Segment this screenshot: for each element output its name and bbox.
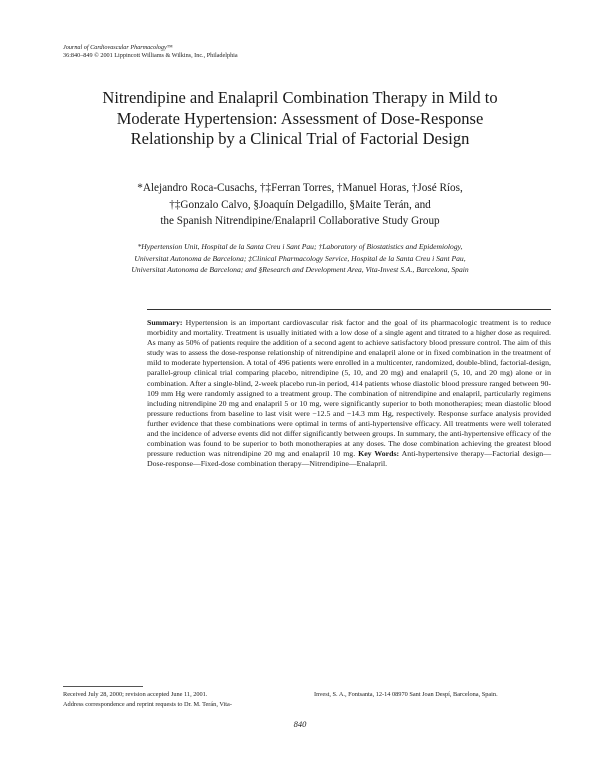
title-line: Relationship by a Clinical Trial of Factorial Design — [130, 129, 470, 148]
abstract-divider — [147, 309, 551, 310]
title-line: Moderate Hypertension: Assessment of Dose-Response — [116, 108, 484, 128]
abstract — [147, 318, 551, 469]
correspondence-address: Address correspondence and reprint requests to Dr. M. Terán, Vita- — [63, 700, 232, 708]
journal-header — [63, 44, 393, 60]
author-list — [40, 180, 560, 230]
abstract-label: Summary: — [147, 318, 183, 327]
page-number: 840 — [293, 719, 307, 729]
abstract-body: Hypertension is an important cardiovascular risk factor and the goal of its pharmacologic treatment is to reduce morbidity and mortality. Treatment is usually initiated with a low dose of a single agent and titrated to a higher dose as required. As many as 50% of patients require the addition of a second agent to achieve satisfactory blood pressure control. The aim of this study was to assess the dose-response relationship of nitrendipine and enalapril alone or in fixed combination in the treatment of mild to moderate hypertension. A total of 496 patients were enrolled in a multicenter, randomized, double-blind, factorial-design, parallel-group clinical trial comparing placebo, nitrendipine (5, 10, and 20 mg) and enalapril (5, 10, and 20 mg) alone or in combination. After a single-blind, 2-week placebo run-in period, 414 patients whose diastolic blood pressure ranged between 90-109 mm Hg were randomly assigned to a treatment group. The combination of nitrendipine and enalapril, particularly regimens including nitrendipine 20 mg and enalapril 5 or 10 mg, were significantly superior to both monotherapies; mean diastolic blood pressure reductions from baseline to last visit were −12.5 and −14.3 mm Hg, respectively. Response surface analysis provided further evidence that these combinations were optimal in terms of anti-hypertensive efficacy. All treatments were well tolerated and the incidence of adverse events did not differ significantly between groups. In summary, the anti-hypertensive efficacy of the combination was found to be superior to both monotherapies at any doses. The dose combination achieving the greatest blood pressure reduction was nitrendipine 20 mg and enalapril 10 mg. — [147, 318, 551, 459]
affiliation-line: Universitat Autonoma de Barcelona; ‡Clinical Pharmacology Service, Hospital de la Santa Creu i Sant Pau, — [134, 253, 466, 263]
journal-name: Journal of Cardiovascular Pharmacology™ — [63, 44, 173, 51]
article-title — [40, 88, 560, 150]
affiliations — [44, 241, 556, 276]
affiliation-line: Universitat Autonoma de Barcelona; and §Research and Development Area, Vita-Invest S.A., Barcelona, Spain — [131, 265, 469, 275]
author-line: *Alejandro Roca-Cusachs, †‡Ferran Torres, †Manuel Horas, †José Ríos, — [137, 182, 463, 194]
keywords: Anti-hypertensive therapy—Factorial design—Dose-response—Fixed-dose combination therapy—Nitrendipine—Enalapril. — [147, 449, 551, 469]
keywords-label: Key Words: — [358, 449, 400, 459]
title-line: Nitrendipine and Enalapril Combination Therapy in Mild to — [102, 88, 498, 107]
author-line: †‡Gonzalo Calvo, §Joaquín Delgadillo, §Maite Terán, and — [169, 198, 431, 211]
footnote-left — [63, 690, 303, 709]
journal-citation: 36:840–849 © 2001 Lippincott Williams & Wilkins, Inc., Philadelphia — [63, 52, 238, 59]
author-line: the Spanish Nitrendipine/Enalapril Collaborative Study Group — [160, 215, 440, 227]
received-date: Received July 28, 2000; revision accepted June 11, 2001. — [63, 691, 208, 698]
affiliation-line: *Hypertension Unit, Hospital de la Santa Creu i Sant Pau; †Laboratory of Biostatistics and Epidemiology, — [137, 242, 463, 251]
footnote-right: Invest, S. A., Fontsanta, 12-14 08970 Sant Joan Despí, Barcelona, Spain. — [314, 691, 498, 698]
footnote-divider — [63, 686, 143, 687]
